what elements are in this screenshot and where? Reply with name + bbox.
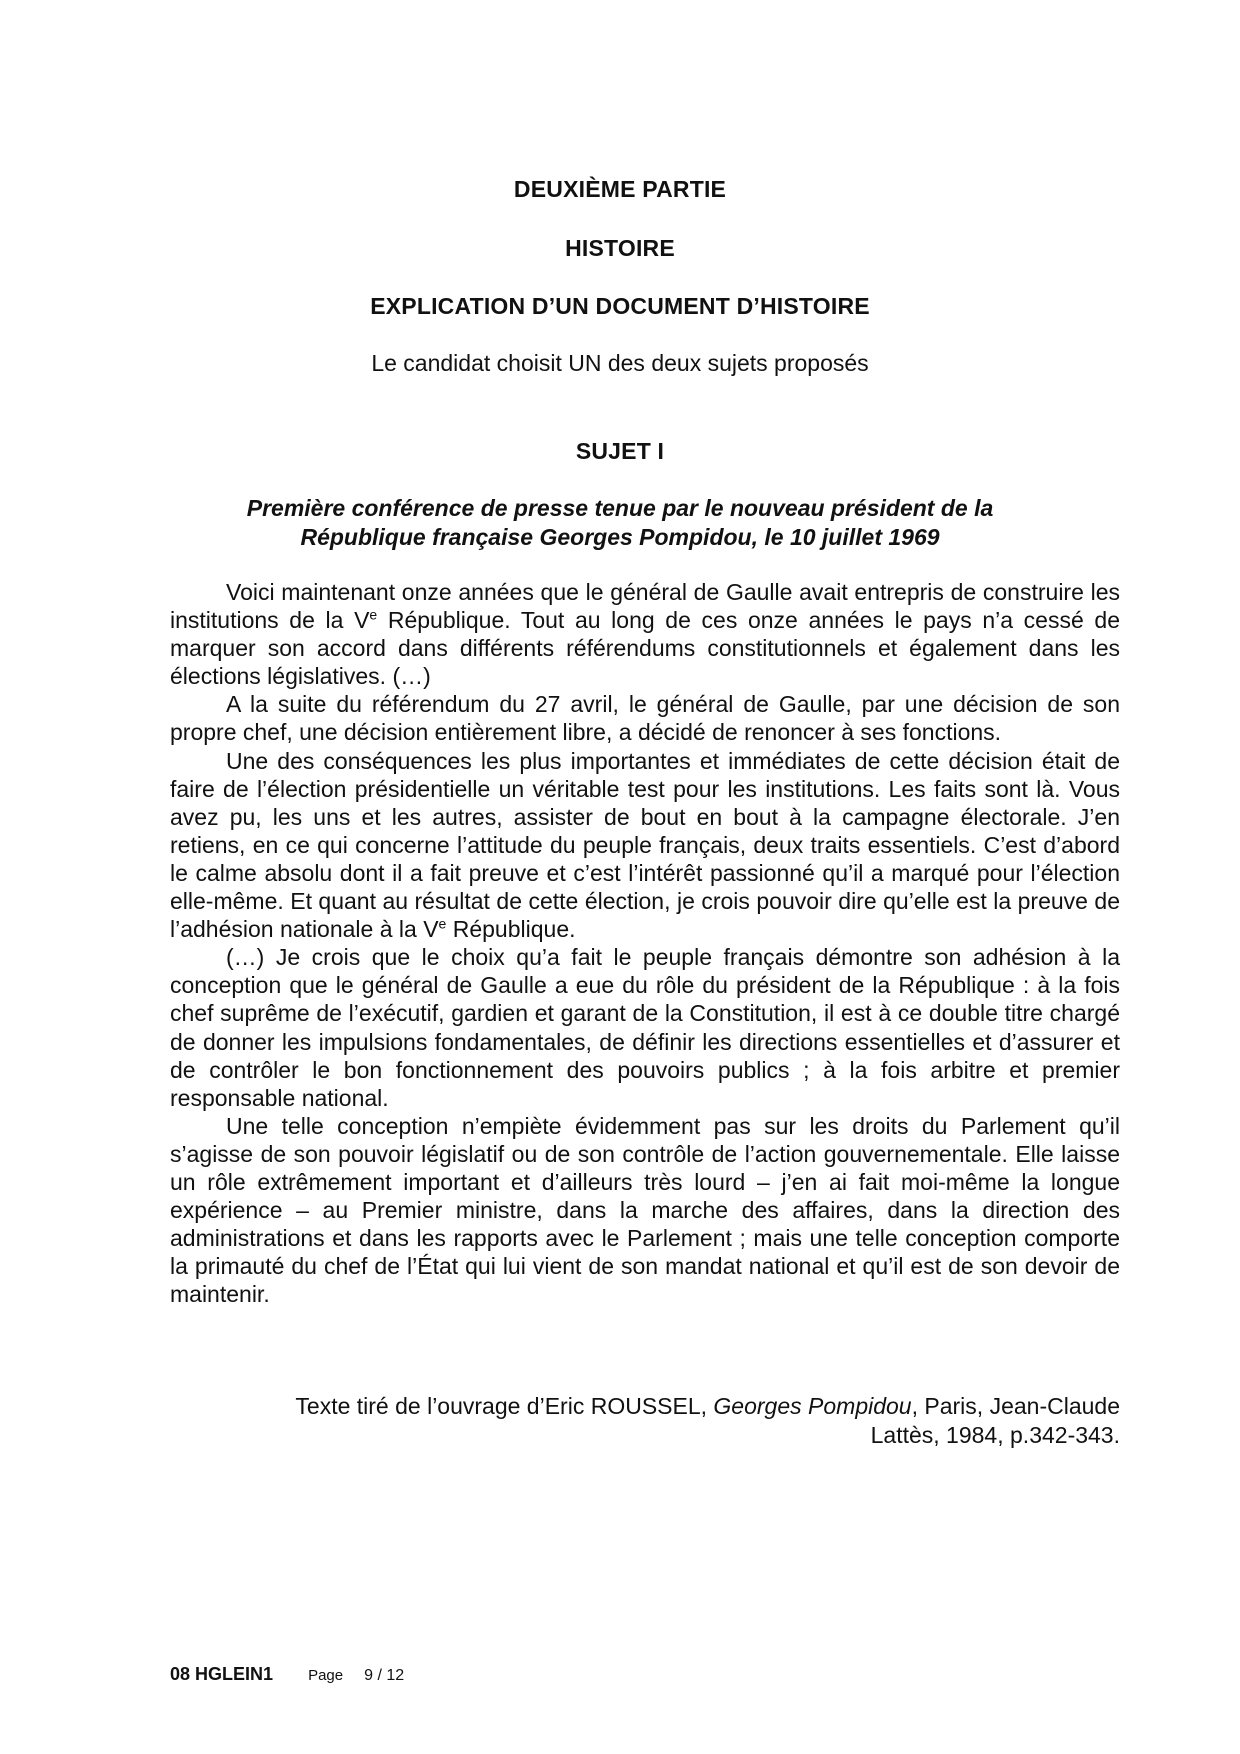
paragraph-2: A la suite du référendum du 27 avril, le général de Gaulle, par une décision de son propre chef, une décision entièrement libre, a décidé de renoncer à ses fonctions. <box>170 691 1120 746</box>
document-title-line-1: Première conférence de presse tenue par le nouveau président de la <box>246 495 994 521</box>
superscript: e <box>438 915 447 932</box>
subject-title: SUJET I <box>575 438 665 464</box>
document-text <box>170 578 1120 1308</box>
source-line-2: Lattès, 1984, p.342-343. <box>870 1422 1120 1448</box>
instruction-text: Le candidat choisit UN des deux sujets proposés <box>371 350 869 376</box>
paragraph-4: (…) Je crois que le choix qu’a fait le peuple français démontre son adhésion à la conception que le général de Gaulle a eue du rôle du président de la République : à la fois chef suprême de l’exécutif, gardien et garant de la Constitution, il est à ce double titre chargé de donner les impulsions fondamentales, de définir les directions essentielles et d’assurer et de contrôler le bon fonctionnement des pouvoirs publics ; à la fois arbitre et premier responsable national. <box>170 944 1120 1111</box>
paragraph-1: Voici maintenant onze années que le général de Gaulle avait entrepris de construire les institutions de la Ve République. Tout au long de ces onze années le pays n’a cessé de marquer son accord dans différents référendums constitutionnels et également dans les élections législatives. (…) <box>170 579 1120 690</box>
paragraph-5: Une telle conception n’empiète évidemment pas sur les droits du Parlement qu’il s’agisse de son pouvoir législatif ou de son contrôle de l’action gouvernementale. Elle laisse un rôle extrêmement important et d’ailleurs très lourd – j’en ai fait moi-même la longue expérience – au Premier ministre, dans la marche des affaires, dans la direction des administrations et dans les rapports avec le Parlement ; mais une telle conception comporte la primauté du chef de l’État qui lui vient de son mandat national et qu’il est de son devoir de maintenir. <box>170 1112 1120 1308</box>
page-footer <box>170 1664 404 1685</box>
source-citation <box>170 1392 1120 1450</box>
exercise-title: EXPLICATION D’UN DOCUMENT D’HISTOIRE <box>370 293 870 319</box>
superscript: e <box>369 606 378 623</box>
document-title <box>160 494 1080 552</box>
part-title: DEUXIÈME PARTIE <box>513 176 727 202</box>
exam-code: 08 HGLEIN1 <box>170 1664 274 1684</box>
source-line-1: Texte tiré de l’ouvrage d’Eric ROUSSEL, Georges Pompidou, Paris, Jean-Claude <box>295 1393 1120 1419</box>
page-label: Page <box>308 1667 344 1684</box>
paragraph-3: Une des conséquences les plus importantes et immédiates de cette décision était de faire de l’élection présidentielle un véritable test pour les institutions. Les faits sont là. Vous avez pu, les uns et les autres, assister de bout en bout à la campagne électorale. J’en retiens, en ce qui concerne l’attitude du peuple français, deux traits essentiels. C’est d’abord le calme absolu dont il a fait preuve et c’est l’intérêt passionné qu’il a marqué pour l’élection elle-même. Et quant au résultat de cette élection, je crois pouvoir dire qu’elle est la preuve de l’adhésion nationale à la Ve République. <box>170 747 1120 943</box>
document-title-line-2: République française Georges Pompidou, le 10 juillet 1969 <box>300 524 940 550</box>
book-title: Georges Pompidou <box>713 1393 912 1419</box>
section-title: HISTOIRE <box>565 235 675 261</box>
page-number: 9 / 12 <box>364 1667 405 1684</box>
